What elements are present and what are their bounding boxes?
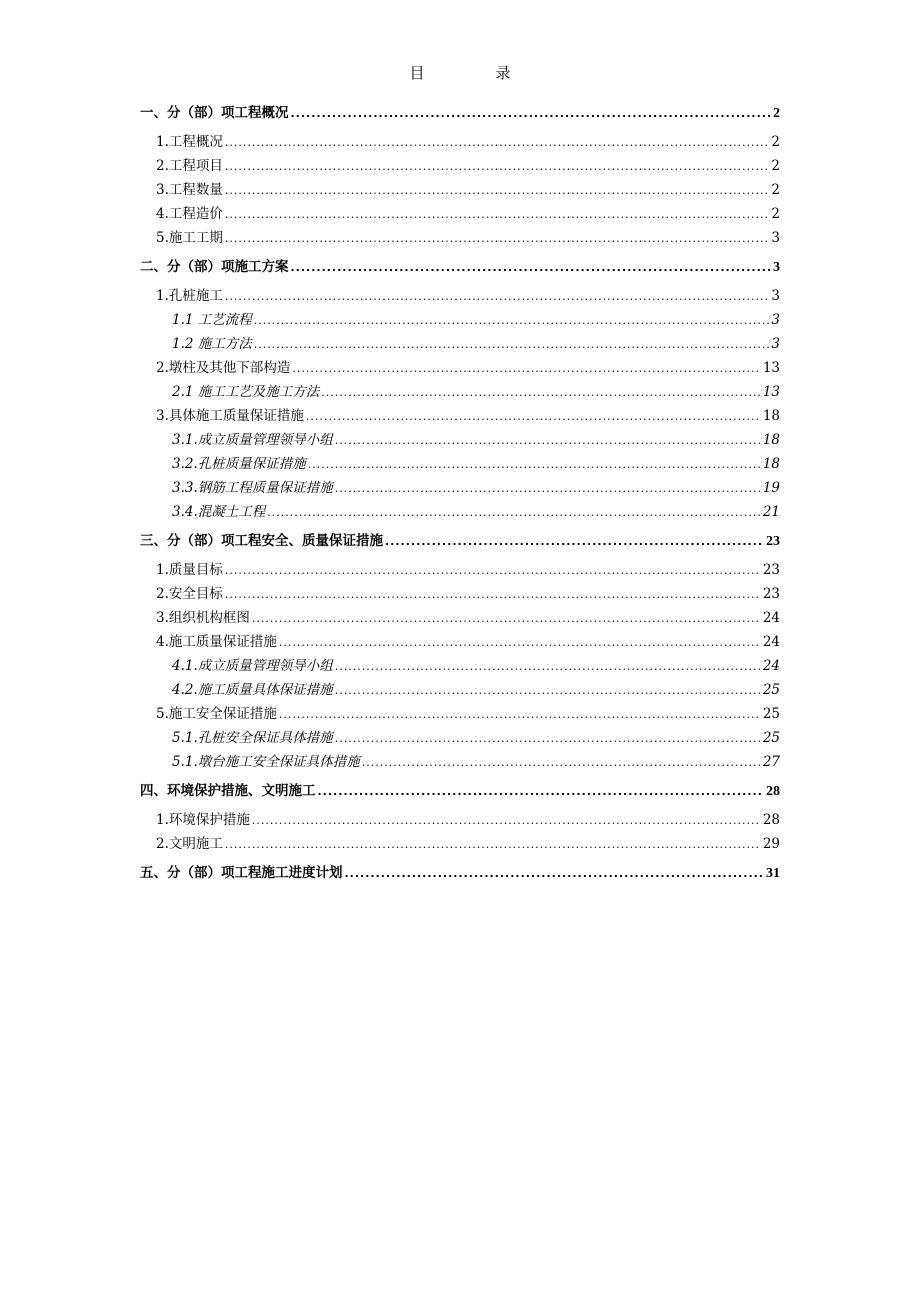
toc-entry[interactable]: [140, 678, 780, 702]
toc-entry-page-number: 3: [771, 336, 780, 352]
toc-entry-page-number: 28: [762, 812, 780, 828]
toc-entry[interactable]: [140, 452, 780, 476]
toc-entry[interactable]: [140, 178, 780, 202]
toc-entry-page-number: 25: [762, 706, 780, 722]
toc-leader-dots: [225, 583, 761, 607]
toc-entry-label: 5.施工安全保证措施: [156, 706, 277, 722]
toc-entry-page-number: 18: [762, 432, 780, 448]
toc-entry-label: 1.质量目标: [156, 562, 223, 578]
toc-entry-label: 3.1.成立质量管理领导小组: [172, 432, 333, 448]
toc-entry[interactable]: [140, 202, 780, 226]
toc-entry[interactable]: [140, 726, 780, 750]
toc-entry-label: 2.工程项目: [156, 158, 223, 174]
toc-entry-label: 1.2 施工方法: [172, 336, 252, 352]
toc-entry[interactable]: [140, 500, 780, 524]
toc-entry[interactable]: [140, 582, 780, 606]
toc-entry[interactable]: [140, 308, 780, 332]
toc-entry-label: 二、分（部）项施工方案: [140, 259, 289, 275]
toc-entry-label: 三、分（部）项工程安全、质量保证措施: [140, 533, 383, 549]
toc-entry-page-number: 24: [762, 634, 780, 650]
toc-entry-label: 4.1.成立质量管理领导小组: [172, 658, 333, 674]
toc-leader-dots: [279, 631, 761, 655]
toc-leader-dots: [291, 97, 772, 131]
toc-leader-dots: [225, 179, 770, 203]
toc-leader-dots: [292, 357, 760, 381]
toc-entry[interactable]: [140, 96, 780, 130]
toc-entry-label: 1.环境保护措施: [156, 812, 250, 828]
toc-entry-page-number: 2: [771, 134, 780, 150]
toc-entry[interactable]: [140, 654, 780, 678]
toc-entry-page-number: 31: [766, 866, 780, 881]
toc-entry-label: 4.2.施工质量具体保证措施: [172, 682, 333, 698]
toc-entry[interactable]: [140, 808, 780, 832]
toc-entry[interactable]: [140, 558, 780, 582]
toc-entry-label: 四、环境保护措施、文明施工: [140, 783, 316, 799]
toc-entry-page-number: 2: [771, 182, 780, 198]
toc-entry[interactable]: [140, 832, 780, 856]
toc-leader-dots: [335, 655, 761, 679]
toc-entry[interactable]: [140, 774, 780, 808]
toc-entry-page-number: 21: [762, 504, 780, 520]
toc-leader-dots: [225, 203, 770, 227]
toc-entry[interactable]: [140, 856, 780, 890]
toc-entry[interactable]: [140, 428, 780, 452]
toc-entry-page-number: 23: [762, 586, 780, 602]
toc-entry-page-number: 25: [762, 730, 780, 746]
toc-leader-dots: [267, 501, 761, 525]
toc-entry-page-number: 3: [771, 312, 780, 328]
toc-entry-label: 五、分（部）项工程施工进度计划: [140, 865, 343, 881]
toc-entry-page-number: 27: [762, 754, 780, 770]
toc-leader-dots: [254, 309, 770, 333]
toc-leader-dots: [345, 857, 765, 891]
toc-entry[interactable]: [140, 332, 780, 356]
toc-entry-label: 1.1 工艺流程: [172, 312, 252, 328]
toc-entry-label: 3.3.钢筋工程质量保证措施: [172, 480, 333, 496]
toc-leader-dots: [306, 405, 761, 429]
toc-entry[interactable]: [140, 702, 780, 726]
toc-leader-dots: [225, 833, 761, 857]
toc-entry-page-number: 25: [762, 682, 780, 698]
toc-entry-page-number: 24: [762, 610, 780, 626]
toc-entry-label: 1.孔桩施工: [156, 288, 223, 304]
toc-entry[interactable]: [140, 404, 780, 428]
toc-leader-dots: [335, 429, 761, 453]
toc-leader-dots: [225, 559, 761, 583]
toc-entry-label: 3.组织机构框图: [156, 610, 250, 626]
toc-leader-dots: [318, 775, 765, 809]
toc-entry[interactable]: [140, 380, 780, 404]
toc-entry-label: 2.墩柱及其他下部构造: [156, 360, 291, 376]
toc-leader-dots: [291, 251, 772, 285]
toc-entry-page-number: 24: [762, 658, 780, 674]
toc-entry-page-number: 2: [771, 206, 780, 222]
toc-entry[interactable]: [140, 130, 780, 154]
toc-entry[interactable]: [140, 226, 780, 250]
toc-entry-page-number: 18: [762, 408, 780, 424]
toc-entry-label: 3.具体施工质量保证措施: [156, 408, 304, 424]
toc-entry-label: 4.工程造价: [156, 206, 223, 222]
toc-leader-dots: [252, 809, 761, 833]
toc-leader-dots: [254, 333, 770, 357]
toc-entry[interactable]: [140, 630, 780, 654]
toc-entry-page-number: 13: [762, 384, 780, 400]
toc-leader-dots: [362, 751, 761, 775]
toc-entry-label: 3.2.孔桩质量保证措施: [172, 456, 306, 472]
toc-leader-dots: [225, 227, 770, 251]
toc-entry[interactable]: [140, 250, 780, 284]
toc-entry-label: 5.1.孔桩安全保证具体措施: [172, 730, 333, 746]
toc-entry[interactable]: [140, 284, 780, 308]
toc-leader-dots: [225, 285, 770, 309]
toc-entry-label: 2.1 施工工艺及施工方法: [172, 384, 320, 400]
toc-entry-page-number: 28: [766, 784, 780, 799]
toc-leader-dots: [308, 453, 761, 477]
toc-entry-page-number: 2: [773, 106, 780, 121]
toc-entry-page-number: 3: [773, 260, 780, 275]
toc-leader-dots: [279, 703, 761, 727]
toc-leader-dots: [335, 679, 761, 703]
toc-leader-dots: [335, 477, 761, 501]
toc-entry[interactable]: [140, 476, 780, 500]
toc-entry-label: 5.1.墩台施工安全保证具体措施: [172, 754, 360, 770]
toc-entry-page-number: 23: [762, 562, 780, 578]
toc-entry-label: 3.4.混凝土工程: [172, 504, 266, 520]
toc-entry-label: 4.施工质量保证措施: [156, 634, 277, 650]
toc-entry-page-number: 13: [762, 360, 780, 376]
toc-entry[interactable]: [140, 750, 780, 774]
toc-entry-label: 3.工程数量: [156, 182, 223, 198]
toc-leader-dots: [385, 525, 764, 559]
toc-entry-page-number: 18: [762, 456, 780, 472]
toc-entry-page-number: 3: [771, 288, 780, 304]
table-of-contents: [140, 96, 780, 890]
toc-entry-page-number: 3: [771, 230, 780, 246]
toc-entry[interactable]: [140, 524, 780, 558]
toc-entry[interactable]: [140, 606, 780, 630]
toc-title: 目 录: [409, 64, 539, 82]
toc-entry-page-number: 2: [771, 158, 780, 174]
toc-entry-page-number: 29: [762, 836, 780, 852]
toc-leader-dots: [225, 155, 770, 179]
toc-entry-label: 一、分（部）项工程概况: [140, 105, 289, 121]
toc-leader-dots: [252, 607, 761, 631]
toc-entry-label: 5.施工工期: [156, 230, 223, 246]
toc-leader-dots: [335, 727, 761, 751]
toc-entry-page-number: 19: [762, 480, 780, 496]
toc-entry[interactable]: [140, 154, 780, 178]
toc-entry-page-number: 23: [766, 534, 780, 549]
toc-leader-dots: [321, 381, 761, 405]
toc-entry[interactable]: [140, 356, 780, 380]
toc-entry-label: 2.文明施工: [156, 836, 223, 852]
toc-entry-label: 1.工程概况: [156, 134, 223, 150]
toc-leader-dots: [225, 131, 770, 155]
toc-entry-label: 2.安全目标: [156, 586, 223, 602]
